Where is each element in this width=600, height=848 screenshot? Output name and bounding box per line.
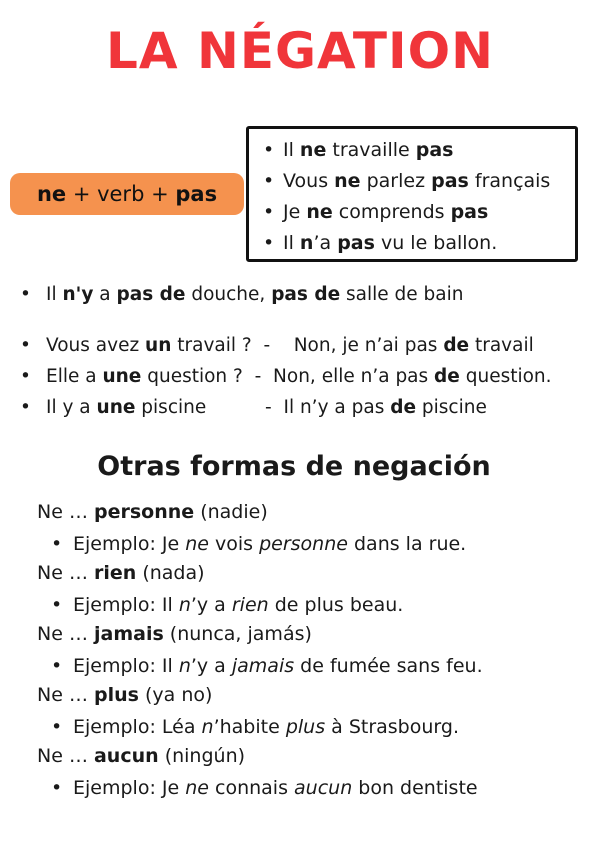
text-segment: ’a (313, 232, 338, 254)
negation-form-heading (37, 683, 212, 707)
text-segment: douche, (185, 284, 272, 305)
negation-form-example (51, 715, 459, 739)
bullet-icon: • (20, 335, 31, 356)
bold-word: ne (334, 170, 361, 192)
italic-word: rien (231, 594, 269, 616)
text-segment: (nada) (136, 562, 205, 584)
text-segment: dans la rue. (347, 533, 467, 555)
negation-form-example (51, 593, 404, 617)
italic-word: jamais (231, 655, 295, 677)
bold-word: jamais (93, 623, 164, 645)
negation-form-example (51, 776, 478, 800)
example-item (257, 228, 575, 259)
examples-box (246, 126, 578, 262)
text-segment: question. (459, 366, 552, 387)
formula-badge (10, 173, 244, 215)
text-segment: Il y a (46, 397, 97, 418)
italic-word: ne (185, 777, 209, 799)
negation-example-line (20, 283, 464, 307)
italic-word: plus (285, 716, 326, 738)
bullet-icon: • (20, 284, 31, 305)
text-segment: piscine - Il n’y a pas (135, 397, 391, 418)
text-segment: Ejemplo: Léa (73, 716, 202, 738)
text-segment: Ne … (37, 745, 94, 767)
text-segment: (nunca, jamás) (163, 623, 312, 645)
bold-word: une (102, 366, 142, 387)
text-segment: Vous avez (46, 335, 146, 356)
bold-word: une (96, 397, 136, 418)
bold-word: pas (415, 139, 454, 161)
bold-word: de (434, 366, 460, 387)
bold-word: n'y (62, 284, 94, 305)
text-segment: bon dentiste (352, 777, 478, 799)
italic-word: ne (185, 533, 209, 555)
negation-form-example (51, 532, 467, 556)
text-segment: (ya no) (138, 684, 213, 706)
text-segment: connais (208, 777, 295, 799)
text-segment: Il (283, 232, 300, 254)
example-item (257, 197, 575, 228)
text-segment: Il (283, 139, 300, 161)
bullet-icon: • (263, 170, 275, 192)
bold-word: ne (306, 201, 333, 223)
text-segment: français (468, 170, 551, 192)
italic-word: n (178, 594, 191, 616)
bullet-icon: • (263, 139, 275, 161)
text-segment: à Strasbourg. (325, 716, 459, 738)
bold-word: personne (93, 501, 195, 523)
bold-word: un (145, 335, 172, 356)
bold-word: pas (450, 201, 489, 223)
bullet-icon: • (51, 777, 63, 799)
text-segment: vu le ballon. (374, 232, 498, 254)
bold-word: aucun (93, 745, 159, 767)
text-segment: de plus beau. (268, 594, 404, 616)
negation-example-line (20, 334, 534, 358)
bold-word: n (299, 232, 314, 254)
formula-ne: ne (36, 182, 67, 206)
bullet-icon: • (20, 366, 31, 387)
negation-form-example (51, 654, 483, 678)
text-segment: vois (208, 533, 260, 555)
text-segment: ’y a (190, 655, 232, 677)
bullet-icon: • (51, 716, 63, 738)
bold-word: pas de (271, 284, 341, 305)
text-segment: travail (469, 335, 534, 356)
bullet-icon: • (263, 201, 275, 223)
section-heading: Otras formas de negación (97, 451, 491, 482)
text-segment: question ? - Non, elle n’a pas (141, 366, 435, 387)
text-segment: Ejemplo: Il (73, 655, 179, 677)
text-segment: Ejemplo: Je (73, 533, 186, 555)
bold-word: de (390, 397, 417, 418)
text-segment: travail ? - Non, je n’ai pas (171, 335, 444, 356)
text-segment: ’habite (213, 716, 286, 738)
text-segment: a (93, 284, 117, 305)
text-segment: ’y a (190, 594, 232, 616)
italic-word: n (178, 655, 191, 677)
text-segment: parlez (360, 170, 432, 192)
bullet-icon: • (51, 655, 63, 677)
negation-example-line (20, 396, 487, 420)
text-segment: Vous (283, 170, 335, 192)
bold-word: ne (299, 139, 327, 161)
italic-word: personne (259, 533, 348, 555)
negation-example-line (20, 365, 552, 389)
bullet-icon: • (51, 533, 63, 555)
bold-word: plus (93, 684, 139, 706)
text-segment: Ne … (37, 684, 94, 706)
formula-verb: + verb + (66, 182, 176, 206)
italic-word: n (201, 716, 214, 738)
negation-form-heading (37, 622, 312, 646)
bold-word: pas (337, 232, 375, 254)
text-segment: comprends (332, 201, 451, 223)
bullet-icon: • (20, 397, 31, 418)
italic-word: aucun (294, 777, 353, 799)
example-item (257, 166, 575, 197)
text-segment: de fumée sans feu. (294, 655, 483, 677)
bold-word: pas de (116, 284, 186, 305)
text-segment: Ne … (37, 501, 94, 523)
text-segment: Ejemplo: Il (73, 594, 179, 616)
bold-word: rien (93, 562, 137, 584)
bold-word: pas (431, 170, 469, 192)
text-segment: piscine (416, 397, 487, 418)
text-segment: Ejemplo: Je (73, 777, 186, 799)
text-segment: Je (283, 201, 307, 223)
bullet-icon: • (263, 232, 275, 254)
text-segment: (nadie) (194, 501, 268, 523)
text-segment: Ne … (37, 623, 94, 645)
bullet-icon: • (51, 594, 63, 616)
negation-form-heading (37, 744, 245, 768)
example-item (257, 135, 575, 166)
text-segment: Il (46, 284, 63, 305)
text-segment: Ne … (37, 562, 94, 584)
page-title: LA NÉGATION (106, 22, 494, 80)
text-segment: Elle a (46, 366, 103, 387)
negation-form-heading (37, 500, 268, 524)
negation-form-heading (37, 561, 205, 585)
formula-pas: pas (175, 182, 218, 206)
bold-word: de (443, 335, 470, 356)
text-segment: (ningún) (158, 745, 246, 767)
examples-list (257, 135, 575, 259)
text-segment: travaille (326, 139, 416, 161)
text-segment: salle de bain (340, 284, 464, 305)
